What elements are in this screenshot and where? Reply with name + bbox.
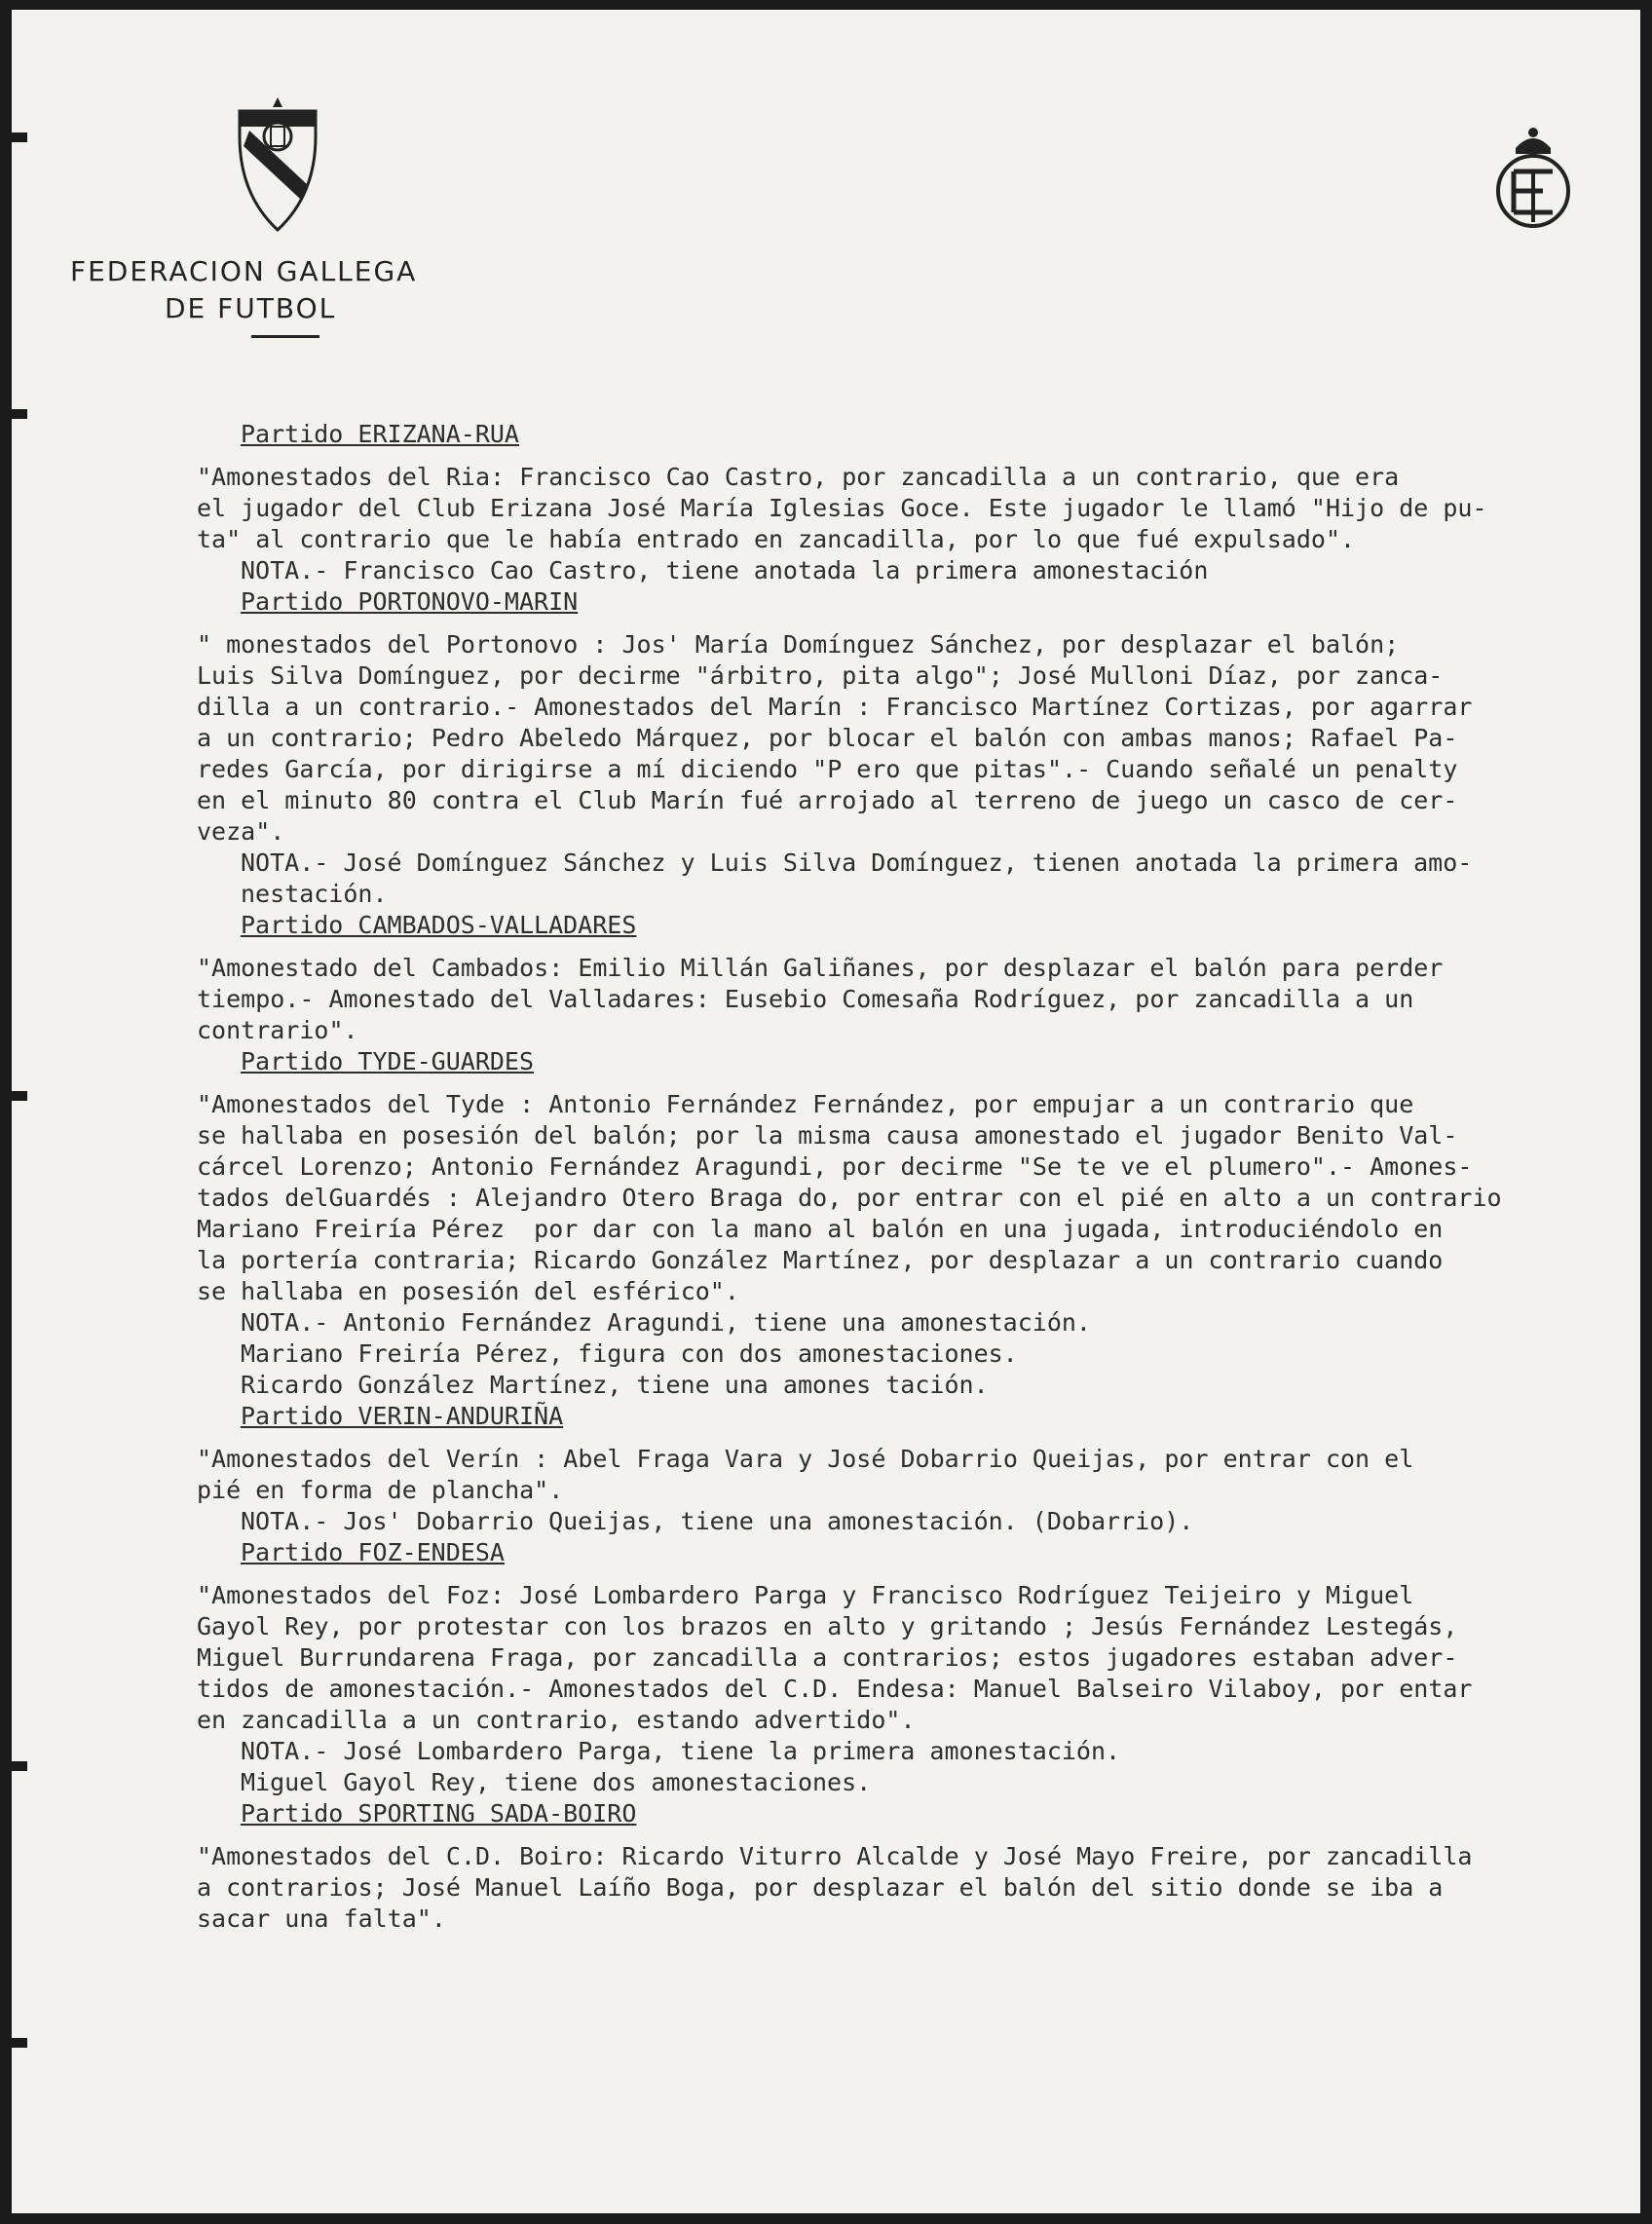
match-report-text: "Amonestados del Ria: Francisco Cao Castro, por zancadilla a un contrario, que era el jugador del Club Erizana José María Iglesias Goce. Este jugador le llamó "Hijo de pu- ta" al contrario que le había entrado en zancadilla, por lo que fué expulsado".: [197, 463, 1487, 553]
binding-hole-mark: [0, 132, 27, 142]
federation-name-line2: DE FUTBOL: [165, 292, 337, 324]
federation-header: [70, 97, 479, 338]
match-note: Miguel Gayol Rey, tiene dos amonestaciones.: [241, 1768, 872, 1796]
match-report-text: " monestados del Portonovo : Jos' María Domínguez Sánchez, por desplazar el balón; Luis Silva Domínguez, por decirme "árbitro, pita algo"; José Mulloni Díaz, por zanca- dilla a un contrario.- Amonestados del Marín : Francisco Martínez Cortizas, por agarrar a un contrario; Pedro Abeledo Márquez, por blocar el balón con ambas manos; Rafael Pa- redes García, por dirigirse a mí diciendo "P ero que pitas".- Cuando señalé un penalty en el minuto 80 contra el Club Marín fué arrojado al terreno de juego un casco de cer- veza".: [197, 630, 1473, 846]
match-note: NOTA.- Francisco Cao Castro, tiene anotada la primera amonestación: [241, 556, 1209, 584]
match-title: Partido VERIN-ANDURIÑA: [241, 1402, 564, 1430]
binding-hole-mark: [0, 1761, 27, 1771]
report-body: [197, 419, 1619, 1935]
federation-name: [70, 253, 479, 327]
match-report-text: "Amonestados del Foz: José Lombardero Parga y Francisco Rodríguez Teijeiro y Miguel Gayol Rey, por protestar con los brazos en alto y gritando ; Jesús Fernández Lestegás, Miguel Burrundarena Fraga, por zancadilla a contrarios; estos jugadores estaban adver- tidos de amonestación.- Amonestados del C.D. Endesa: Manuel Balseiro Vilaboy, por entar en zancadilla a un contrario, estando advertido".: [197, 1581, 1473, 1734]
match-title: Partido SPORTING SADA-BOIRO: [241, 1799, 637, 1828]
match-title: Partido CAMBADOS-VALLADARES: [241, 911, 637, 939]
royal-federation-crest-icon: [1492, 125, 1574, 232]
match-section: [197, 1401, 1619, 1537]
match-section: [197, 910, 1619, 1046]
binding-hole-mark: [0, 2038, 27, 2048]
match-report-text: "Amonestado del Cambados: Emilio Millán Galiñanes, por desplazar el balón para perder tiempo.- Amonestado del Valladares: Eusebio Comesaña Rodríguez, por zancadilla a un contrario".: [197, 954, 1444, 1044]
match-note: Ricardo González Martínez, tiene una amones tación.: [241, 1371, 989, 1399]
match-section: [197, 1537, 1619, 1798]
document-page: [12, 10, 1640, 2213]
binding-hole-mark: [0, 409, 27, 419]
match-note: NOTA.- Jos' Dobarrio Queijas, tiene una amonestación. (Dobarrio).: [241, 1507, 1194, 1535]
match-note: NOTA.- José Lombardero Parga, tiene la primera amonestación.: [241, 1737, 1121, 1765]
match-title: Partido PORTONOVO-MARIN: [241, 587, 579, 616]
match-note: Mariano Freiría Pérez, figura con dos amonestaciones.: [241, 1339, 1018, 1368]
match-title: Partido ERIZANA-RUA: [241, 420, 519, 448]
match-note: NOTA.- Antonio Fernández Aragundi, tiene una amonestación.: [241, 1308, 1091, 1337]
binding-hole-mark: [0, 1091, 27, 1101]
federation-shield-emblem-icon: [236, 97, 319, 234]
match-section: [197, 1046, 1619, 1401]
match-section: [197, 419, 1619, 586]
match-report-text: "Amonestados del Tyde : Antonio Fernández Fernández, por empujar a un contrario que se hallaba en posesión del balón; por la misma causa amonestado el jugador Benito Val- cárcel Lorenzo; Antonio Fernández Aragundi, por decirme "Se te ve el plumero".- Amones- tados delGuardés : Alejandro Otero Braga do, por entrar con el pié en alto a un contrario Mariano Freiría Pérez por dar con la mano al balón en una jugada, introduciéndolo en la portería contraria; Ricardo González Martínez, por desplazar a un contrario cuando se hallaba en posesión del esférico".: [197, 1090, 1502, 1305]
match-section: [197, 586, 1619, 910]
match-report-text: "Amonestados del Verín : Abel Fraga Vara y José Dobarrio Queijas, por entrar con el pié en forma de plancha".: [197, 1445, 1414, 1504]
match-title: Partido TYDE-GUARDES: [241, 1047, 535, 1075]
match-note: NOTA.- José Domínguez Sánchez y Luis Silva Domínguez, tienen anotada la primera amo- nestación.: [241, 848, 1473, 908]
match-title: Partido FOZ-ENDESA: [241, 1538, 505, 1566]
match-report-text: "Amonestados del C.D. Boiro: Ricardo Viturro Alcalde y José Mayo Freire, por zancadilla a contrarios; José Manuel Laíño Boga, por desplazar el balón del sitio donde se iba a sacar una falta".: [197, 1842, 1473, 1933]
match-section: [197, 1798, 1619, 1935]
federation-name-line1: FEDERACION GALLEGA: [70, 255, 418, 287]
header-underline: [251, 335, 319, 338]
